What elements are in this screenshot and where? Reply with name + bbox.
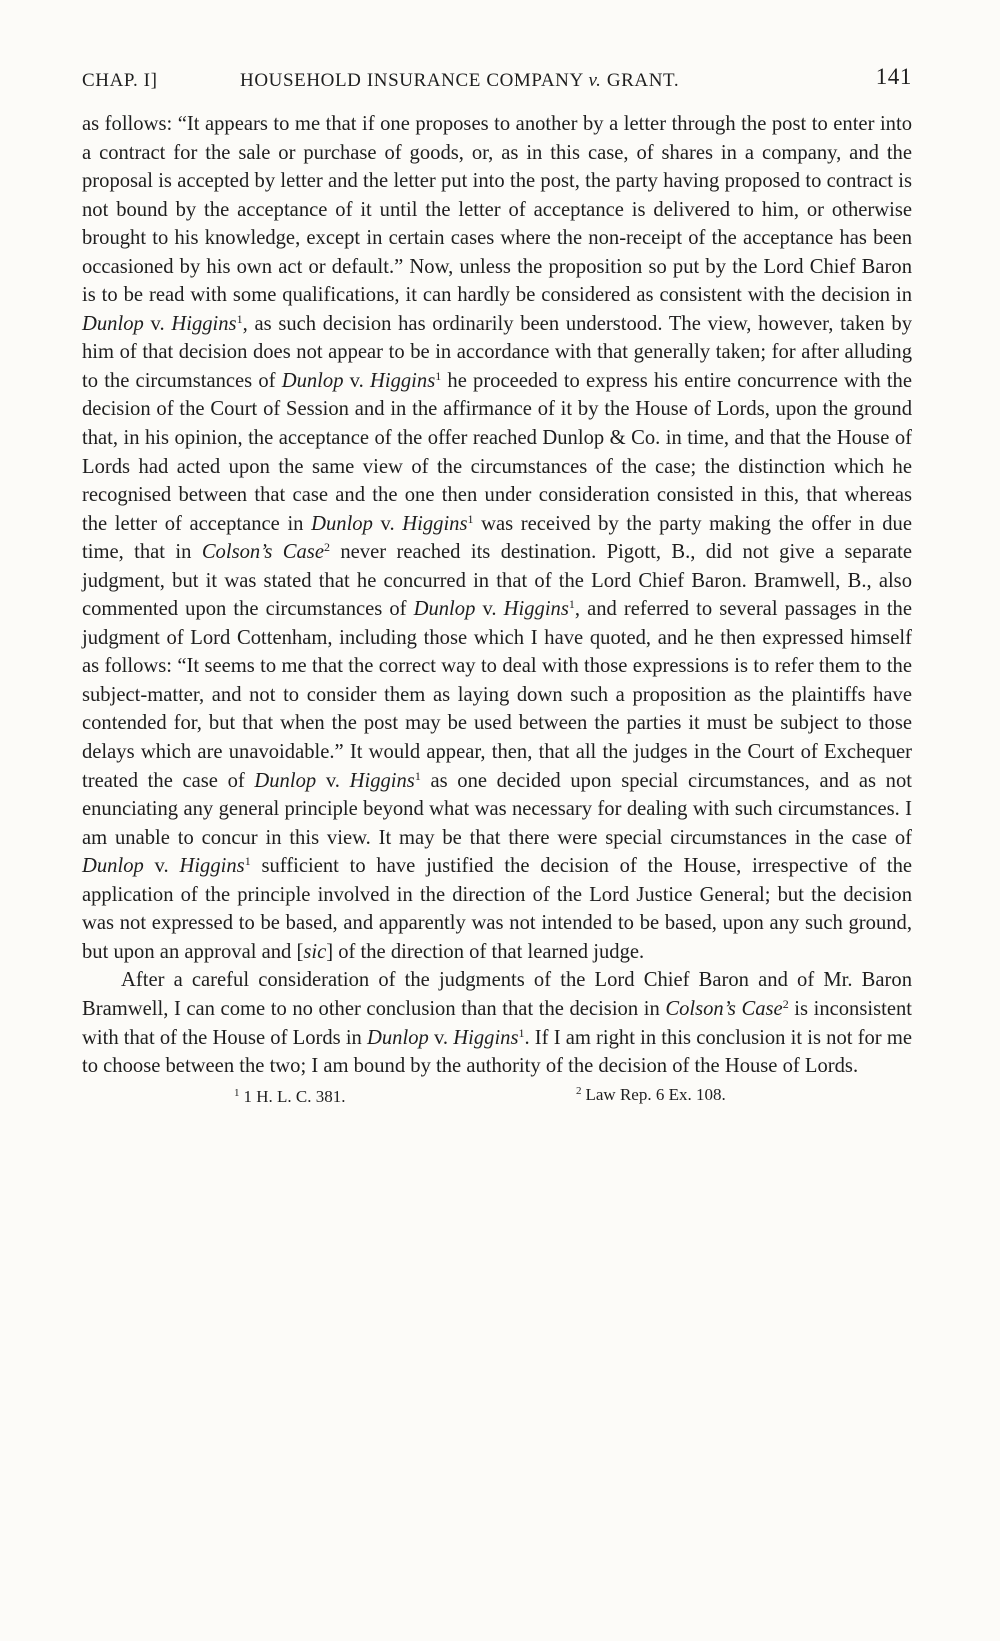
case-name-italic: Higgins	[453, 1026, 519, 1049]
running-header	[82, 62, 912, 96]
case-name-italic: Higgins	[349, 769, 415, 792]
text-run: , and referred to several passages in the judgment of Lord Cottenham, including those which I have quoted, and he then expressed himself as follows: “It seems to me that the correct way to deal with those expressions is to refer them to the subject-matter, and not to consider them as laying down such a proposition as the plaintiffs have contended for, but that when the post may be used between the parties it must be subject to those delays which are unavoidable.” It would appear, then, that all the judges in the Court of Exchequer treated the case of	[82, 598, 912, 792]
case-name-italic: Higgins	[503, 598, 569, 621]
case-name-italic: Dunlop	[367, 1026, 429, 1049]
text-run: v.	[143, 855, 180, 878]
text-run: ] of the direction of that learned judge.	[326, 940, 645, 963]
footnotes	[82, 1085, 912, 1115]
case-name-italic: Colson’s Case	[201, 541, 324, 564]
footnote-2	[576, 1085, 726, 1105]
text-run: never reached its destination. Pigott, B., did not give a separate judgment, but it was stated that he concurred in that of the Lord Chief Baron. Bramwell, B., also commented upon the circumstances of	[82, 541, 912, 621]
footnote-reference: 1	[244, 854, 251, 869]
text-run: v.	[372, 512, 403, 535]
running-title-versus: v.	[588, 70, 602, 91]
book-page	[82, 62, 912, 1115]
text-run: he proceeded to express his entire concurrence with the decision of the Court of Session and in the affirmance of it by the House of Lords, upon the ground that, in his opinion, the acceptance of the offer reached Dunlop & Co. in time, and that the House of Lords had acted upon the same view of the circumstances of the case; the distinction which he recognised between that case and the one then under consideration consisted in this, that whereas the letter of acceptance in	[82, 369, 912, 535]
case-name-italic: Dunlop	[281, 369, 344, 392]
text-run: v.	[143, 312, 172, 335]
text-run: After a careful consideration of the judgments of the Lord Chief Baron and of Mr. Baron Bramwell, I can come to no other conclusion than that the decision in	[82, 969, 912, 1020]
paragraph-2	[82, 966, 912, 1080]
case-name-italic: Dunlop	[82, 855, 144, 878]
body-text	[82, 110, 912, 1081]
text-run: , as such decision has ordinarily been understood. The view, however, taken by him of that decision does not appear to be in accordance with that generally taken; for after alluding to the circumstances of	[82, 312, 912, 392]
footnote-reference: 1	[414, 768, 421, 783]
case-name-italic: Dunlop	[413, 598, 476, 621]
text-run: . If I am right in this conclusion it is not for me to choose between the two; I am bound by the authority of the decision of the House of Lords.	[82, 1026, 912, 1078]
footnote-1-text: 1 H. L. C. 381.	[243, 1086, 346, 1106]
running-title-part2: GRANT.	[606, 70, 680, 91]
footnote-reference: 2	[782, 996, 789, 1011]
running-title	[240, 70, 679, 92]
case-name-italic: Dunlop	[82, 312, 144, 335]
case-name-italic: Higgins	[171, 312, 237, 335]
text-run: v.	[475, 598, 504, 621]
chapter-label: CHAP. I]	[82, 70, 158, 91]
text-run: v.	[428, 1026, 454, 1049]
text-run: as follows: “It appears to me that if one proposes to another by a letter through the post to enter into a contract for the sale or purchase of goods, or, as in this case, of shares in a company, and the proposal is accepted by letter and the letter put into the post, the party having proposed to contract is not bound by the acceptance of it until the letter of acceptance is delivered to him, or otherwise brought to his knowledge, except in certain cases where the non-receipt of the acceptance has been occasioned by his own act or default.” Now, unless the proposition so put by the Lord Chief Baron is to be read with some qualifications, it can hardly be considered as consistent with the decision in	[82, 113, 912, 307]
page-number: 141	[875, 64, 912, 89]
case-name-italic: Dunlop	[311, 512, 373, 535]
case-name-italic: Higgins	[179, 855, 245, 878]
footnote-2-mark: 2	[576, 1084, 582, 1097]
text-run: was received by the party making the offer in due time, that in	[82, 512, 912, 564]
case-name-italic: Colson’s Case	[665, 997, 783, 1020]
case-name-italic: Higgins	[402, 512, 468, 535]
text-run: is inconsistent with that of the House of Lords in	[82, 997, 912, 1049]
footnote-reference: 1	[236, 311, 243, 326]
footnote-reference: 2	[323, 540, 330, 555]
footnote-reference: 1	[435, 368, 442, 383]
case-name-italic: sic	[303, 940, 327, 963]
footnote-reference: 1	[467, 511, 474, 526]
footnote-1-mark: 1	[234, 1086, 240, 1099]
footnote-2-text: Law Rep. 6 Ex. 108.	[585, 1084, 726, 1104]
case-name-italic: Dunlop	[254, 769, 317, 792]
case-name-italic: Higgins	[369, 369, 436, 392]
text-run: v.	[316, 769, 350, 792]
running-title-part1: HOUSEHOLD INSURANCE COMPANY	[240, 70, 584, 91]
text-run: as one decided upon special circumstances, and as not enunciating any general principle beyond what was necessary for dealing with such circumstances. I am unable to concur in this view. It may be that there were special circumstances in the case of	[82, 769, 912, 849]
paragraph-1	[82, 110, 912, 966]
footnote-reference: 1	[518, 1025, 525, 1040]
footnote-1	[234, 1087, 346, 1107]
text-run: v.	[343, 369, 370, 392]
footnote-reference: 1	[568, 597, 575, 612]
text-run: sufficient to have justified the decision of the House, irrespective of the application of the principle involved in the direction of the Lord Justice General; but the decision was not expressed to be based, and apparently was not intended to be based, upon any such ground, but upon an approval and [	[82, 855, 913, 963]
